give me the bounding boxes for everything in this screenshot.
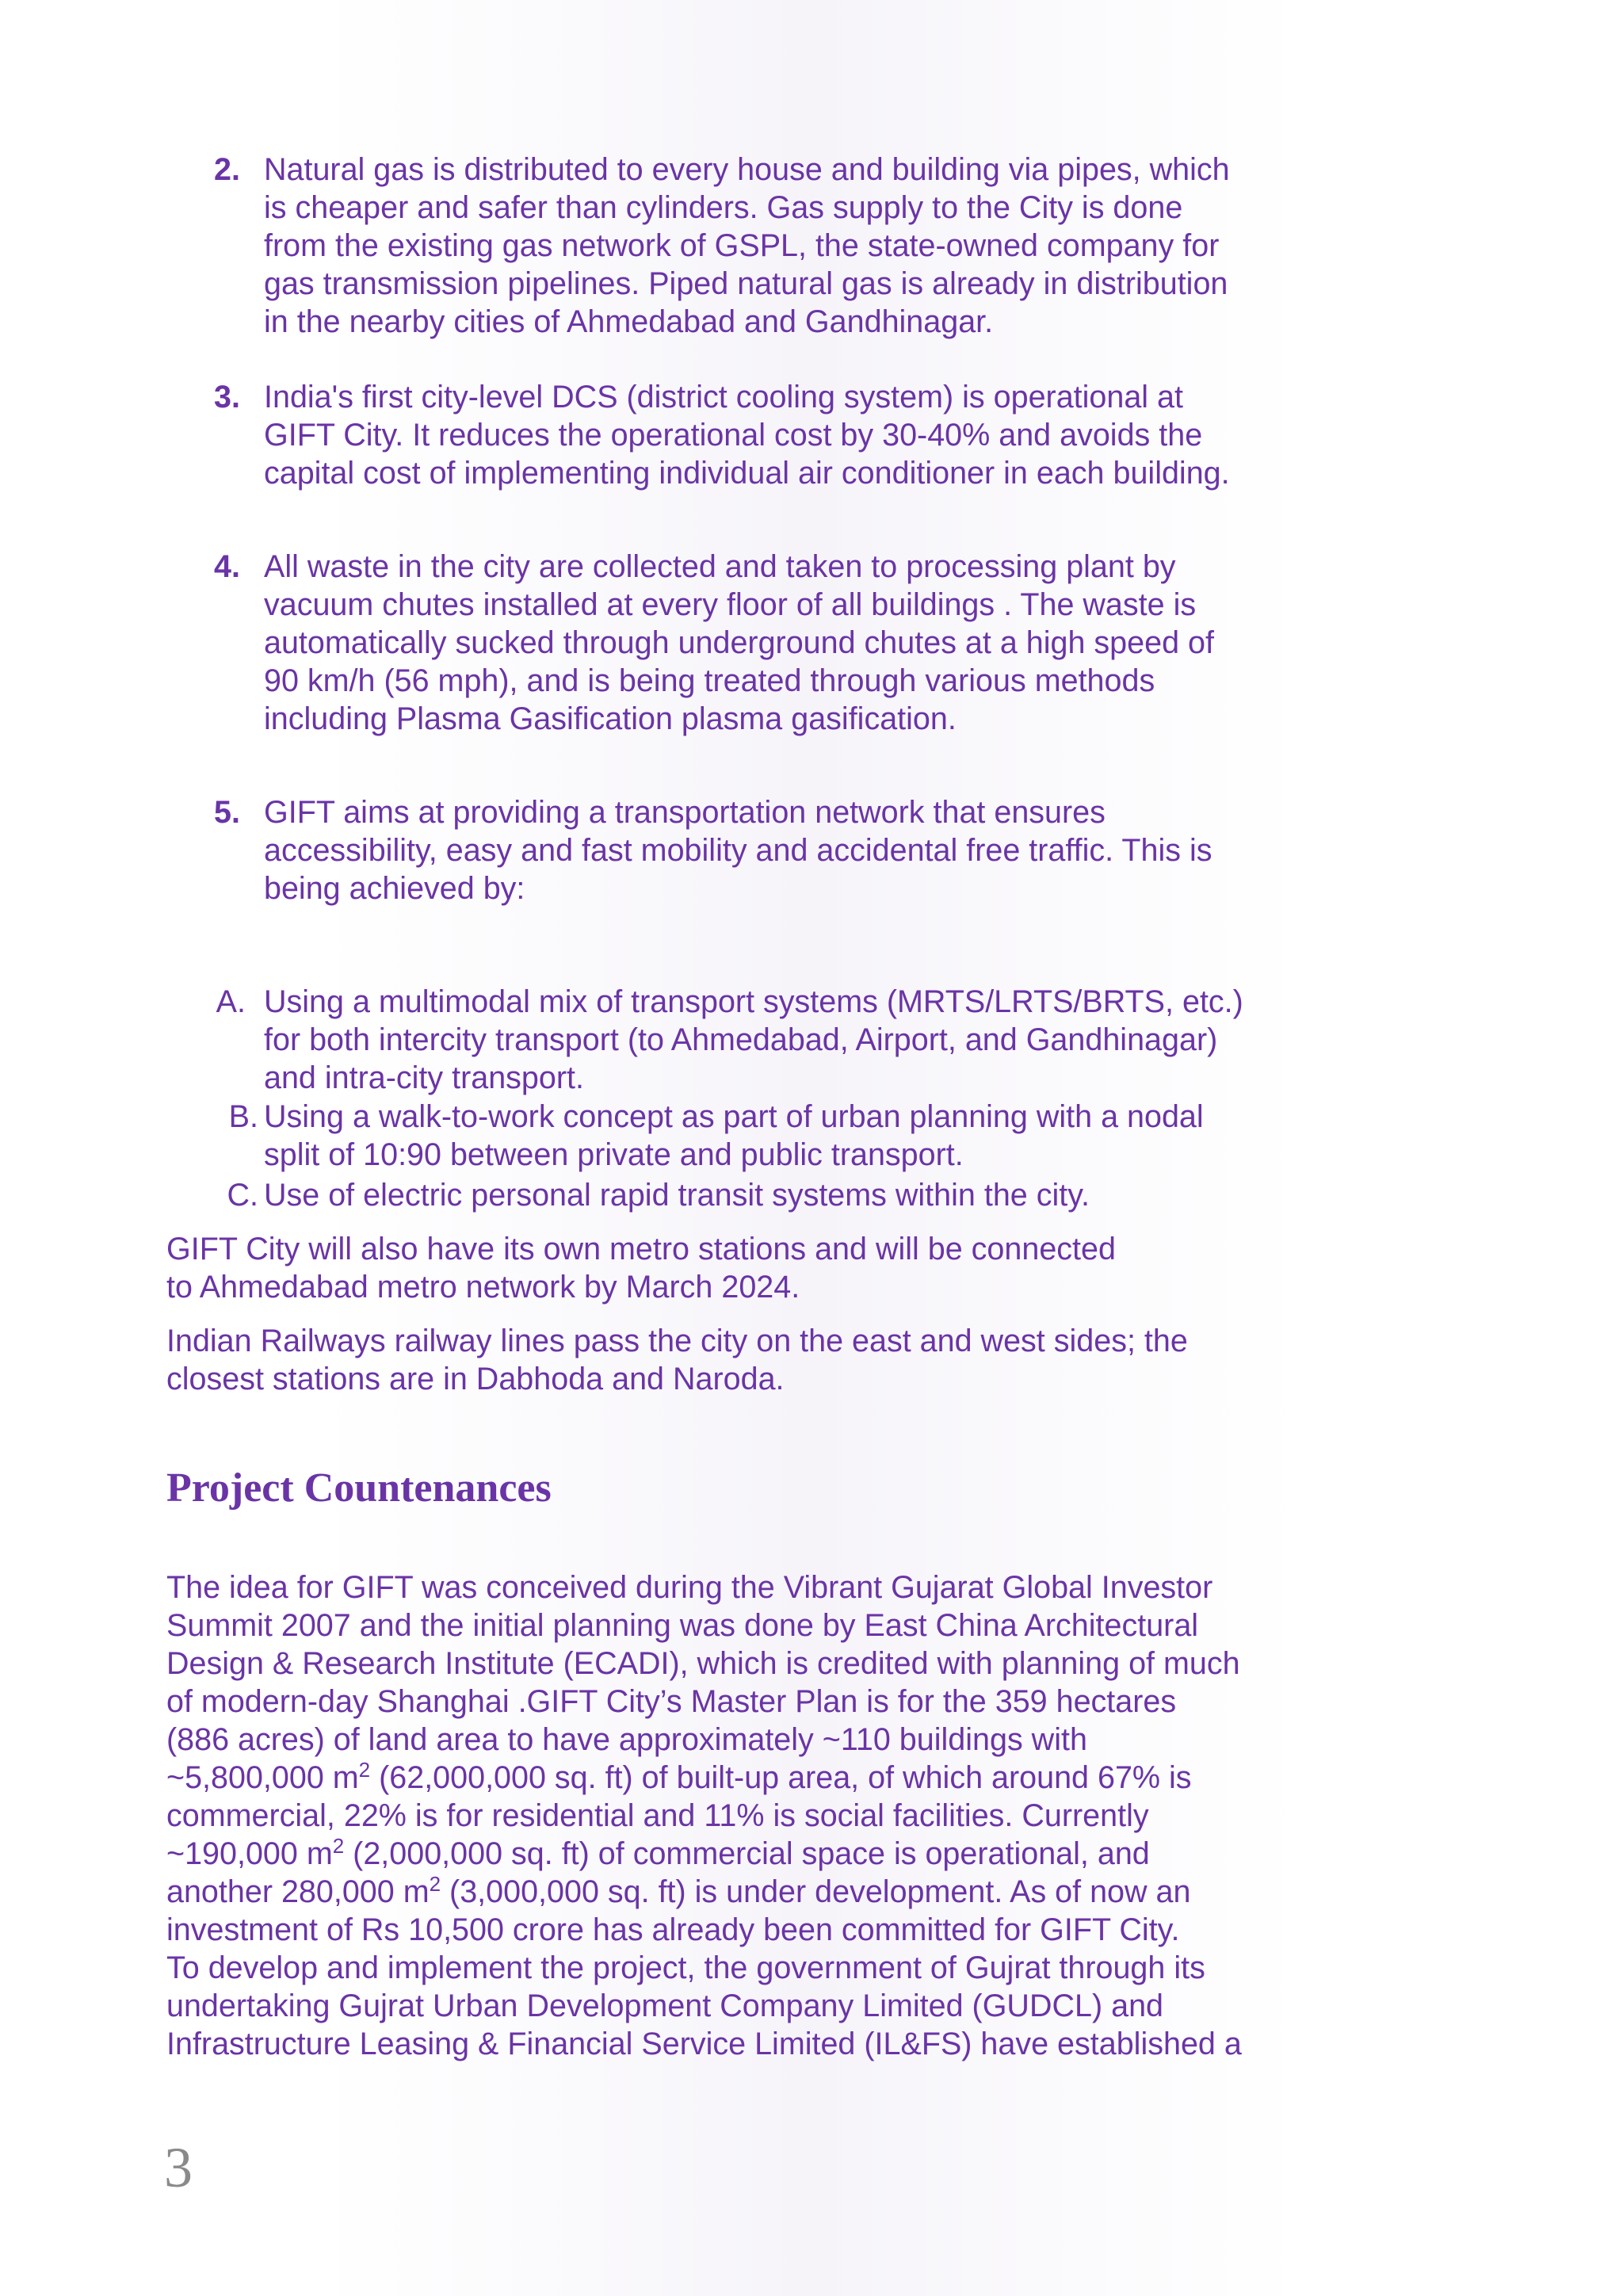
railways-paragraph: Indian Railways railway lines pass the city on the east and west sides; the closest stations are in Dabhoda and Naroda. [166,1324,1188,1396]
superscript: 2 [358,1758,371,1782]
superscript: 2 [429,1872,441,1896]
text-span: ~5,800,000 m [166,1760,359,1795]
item-letter-c: C. [227,1178,258,1213]
metro-paragraph: GIFT City will also have its own metro stations and will be connected to Ahmedabad metro network by March 2024. [166,1232,1116,1305]
project-paragraph [166,1568,1242,2063]
project-line: of modern-day Shanghai .GIFT City’s Master Plan is for the 359 hectares [166,1684,1177,1719]
item-letter-a: A. [216,984,246,1019]
project-line: Summit 2007 and the initial planning was done by East China Architectural [166,1608,1199,1643]
item-text-4: All waste in the city are collected and taken to processing plant by vacuum chutes installed at every floor of all buildings . The waste is automatically sucked through underground chutes at a high speed of 90 km/h (56 mph), and is being treated through various methods including Plasma Gasification plasma gasification. [264,549,1214,736]
project-line: investment of Rs 10,500 crore has already been committed for GIFT City. [166,1912,1180,1947]
project-line [166,1759,1242,1797]
item-letter-b: B. [228,1099,258,1134]
text-span: (2,000,000 sq. ft) of commercial space is operational, and [344,1836,1150,1871]
page-number: 3 [164,2136,193,2199]
item-text-3: India's first city-level DCS (district cooling system) is operational at GIFT City. It reduces the operational cost by 30-40% and avoids the capital cost of implementing individual air conditioner in each building. [264,380,1230,491]
section-heading: Project Countenances [166,1465,552,1511]
text-span: (3,000,000 sq. ft) is under development. As of now an [441,1874,1191,1909]
item-number-5: 5. [214,795,240,830]
item-text-c: Use of electric personal rapid transit systems within the city. [264,1178,1090,1213]
item-text-a: Using a multimodal mix of transport systems (MRTS/LRTS/BRTS, etc.) for both intercity transport (to Ahmedabad, Airport, and Gandhinagar) and intra-city transport. [264,984,1243,1095]
project-line: (886 acres) of land area to have approximately ~110 buildings with [166,1722,1087,1757]
project-line [166,1873,1242,1911]
project-line: The idea for GIFT was conceived during the Vibrant Gujarat Global Investor [166,1570,1213,1605]
project-line: Design & Research Institute (ECADI), which is credited with planning of much [166,1646,1240,1681]
item-text-2: Natural gas is distributed to every house and building via pipes, which is cheaper and safer than cylinders. Gas supply to the City is done from the existing gas network of GSPL, the state-owned company for gas transmission pipelines. Piped natural gas is already in distribution in the nearby cities of Ahmedabad and Gandhinagar. [264,152,1230,339]
text-span: ~190,000 m [166,1836,333,1871]
project-line: undertaking Gujrat Urban Development Company Limited (GUDCL) and [166,1988,1164,2023]
project-line: Infrastructure Leasing & Financial Service Limited (IL&FS) have established a [166,2027,1242,2061]
project-line [166,1835,1242,1873]
project-line: commercial, 22% is for residential and 11% is social facilities. Currently [166,1798,1149,1833]
text-span: (62,000,000 sq. ft) of built-up area, of which around 67% is [370,1760,1192,1795]
item-text-5: GIFT aims at providing a transportation network that ensures accessibility, easy and fast mobility and accidental free traffic. This is being achieved by: [264,795,1212,906]
text-span: another 280,000 m [166,1874,430,1909]
item-number-3: 3. [214,380,240,415]
item-text-b: Using a walk-to-work concept as part of urban planning with a nodal split of 10:90 between private and public transport. [264,1099,1204,1172]
item-number-2: 2. [214,152,240,187]
project-line: To develop and implement the project, the government of Gujrat through its [166,1950,1205,1985]
item-number-4: 4. [214,549,240,584]
superscript: 2 [332,1834,345,1858]
